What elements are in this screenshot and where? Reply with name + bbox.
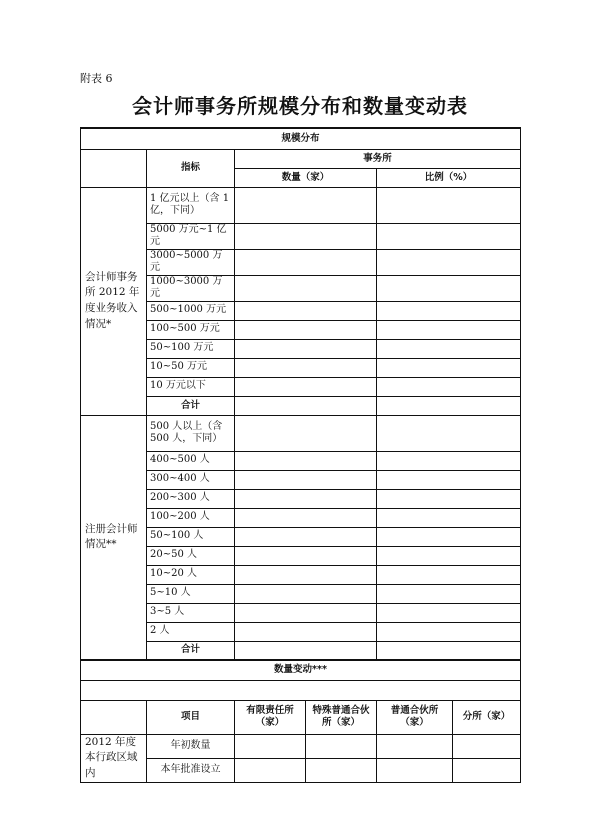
count-cell[interactable] xyxy=(235,249,377,275)
table-row xyxy=(81,187,521,223)
region-label: 2012 年度本行政区域内 xyxy=(81,734,147,782)
ratio-cell[interactable] xyxy=(377,489,521,508)
cpa_group-row-label: 2 人 xyxy=(147,622,235,641)
count-cell[interactable] xyxy=(235,451,377,470)
total-ratio-cell[interactable] xyxy=(377,396,521,415)
count-cell[interactable] xyxy=(235,358,377,377)
ratio-cell[interactable] xyxy=(377,527,521,546)
table-row xyxy=(81,358,521,377)
table-row xyxy=(81,275,521,301)
count-cell[interactable] xyxy=(235,622,377,641)
ratio-cell[interactable] xyxy=(377,249,521,275)
table-row xyxy=(81,339,521,358)
firms-header: 事务所 xyxy=(235,149,521,168)
count-cell[interactable] xyxy=(235,377,377,396)
revenue_group-row-label: 10 万元以下 xyxy=(147,377,235,396)
ratio-cell[interactable] xyxy=(377,187,521,223)
change-section-title: 数量变动*** xyxy=(81,660,521,680)
total-count-cell[interactable] xyxy=(235,641,377,660)
branch-header: 分所（家） xyxy=(453,700,521,734)
count-cell[interactable] xyxy=(235,546,377,565)
table-row xyxy=(81,415,521,451)
ratio-cell[interactable] xyxy=(377,470,521,489)
count-cell[interactable] xyxy=(235,187,377,223)
table-row xyxy=(81,584,521,603)
total-ratio-cell[interactable] xyxy=(377,641,521,660)
revenue_group-row-label: 1 亿元以上（含 1 亿，下同） xyxy=(147,187,235,223)
special-partnership-header: 特殊普通合伙所（家） xyxy=(306,700,377,734)
general-partnership-header: 普通合伙所（家） xyxy=(377,700,453,734)
count-cell[interactable] xyxy=(235,339,377,358)
count-cell[interactable] xyxy=(235,223,377,249)
revenue_group-category-label: 会计师事务所 2012 年度业务收入情况* xyxy=(81,187,147,415)
revenue_group-row-label: 500~1000 万元 xyxy=(147,301,235,320)
count-cell[interactable] xyxy=(235,603,377,622)
ratio-cell[interactable] xyxy=(377,223,521,249)
table-row xyxy=(81,301,521,320)
ratio-cell[interactable] xyxy=(377,508,521,527)
ratio-cell[interactable] xyxy=(377,603,521,622)
ratio-cell[interactable] xyxy=(377,320,521,339)
ratio-cell[interactable] xyxy=(377,622,521,641)
ratio-cell[interactable] xyxy=(377,275,521,301)
ratio-cell[interactable] xyxy=(377,546,521,565)
cpa_group-total-label: 合计 xyxy=(147,641,235,660)
count-cell[interactable] xyxy=(235,565,377,584)
cpa_group-row-label: 500 人以上（含 500 人，下同） xyxy=(147,415,235,451)
count-cell[interactable] xyxy=(235,301,377,320)
ratio-cell[interactable] xyxy=(377,565,521,584)
table-row xyxy=(81,470,521,489)
revenue_group-total-label: 合计 xyxy=(147,396,235,415)
ratio-cell[interactable] xyxy=(377,377,521,396)
revenue_group-row-label: 50~100 万元 xyxy=(147,339,235,358)
total-count-cell[interactable] xyxy=(235,396,377,415)
cpa_group-row-label: 100~200 人 xyxy=(147,508,235,527)
general-cell[interactable] xyxy=(377,734,453,758)
cpa_group-row-label: 3~5 人 xyxy=(147,603,235,622)
table-row xyxy=(81,377,521,396)
revenue_group-row-label: 100~500 万元 xyxy=(147,320,235,339)
cpa_group-row-label: 10~20 人 xyxy=(147,565,235,584)
change-row-label: 年初数量 xyxy=(147,734,235,758)
count-cell[interactable] xyxy=(235,415,377,451)
ratio-cell[interactable] xyxy=(377,358,521,377)
count-cell[interactable] xyxy=(235,508,377,527)
table-row xyxy=(81,249,521,275)
revenue_group-row-label: 5000 万元~1 亿元 xyxy=(147,223,235,249)
ratio-cell[interactable] xyxy=(377,339,521,358)
llc-header: 有限责任所（家） xyxy=(235,700,306,734)
count-cell[interactable] xyxy=(235,275,377,301)
scale-table xyxy=(80,127,521,783)
llc-cell[interactable] xyxy=(235,734,306,758)
revenue_group-row-label: 10~50 万元 xyxy=(147,358,235,377)
revenue_group-row-label: 3000~5000 万元 xyxy=(147,249,235,275)
special-cell[interactable] xyxy=(306,758,377,782)
total-row xyxy=(81,396,521,415)
scale-section-title: 规模分布 xyxy=(81,128,521,149)
spacer-row xyxy=(81,680,521,700)
cpa_group-row-label: 20~50 人 xyxy=(147,546,235,565)
item-header: 项目 xyxy=(147,700,235,734)
table-row xyxy=(81,527,521,546)
branch-cell[interactable] xyxy=(453,758,521,782)
appendix-label: 附表 6 xyxy=(80,72,113,85)
cpa_group-row-label: 400~500 人 xyxy=(147,451,235,470)
ratio-cell[interactable] xyxy=(377,584,521,603)
count-cell[interactable] xyxy=(235,489,377,508)
table-row xyxy=(81,508,521,527)
ratio-cell[interactable] xyxy=(377,415,521,451)
cpa_group-category-label: 注册会计师情况** xyxy=(81,415,147,660)
change-row xyxy=(81,734,521,758)
revenue_group-row-label: 1000~3000 万元 xyxy=(147,275,235,301)
indicator-header: 指标 xyxy=(147,149,235,187)
llc-cell[interactable] xyxy=(235,758,306,782)
total-row xyxy=(81,641,521,660)
count-cell[interactable] xyxy=(235,470,377,489)
header-blank xyxy=(81,149,147,187)
cpa_group-row-label: 5~10 人 xyxy=(147,584,235,603)
ratio-cell[interactable] xyxy=(377,451,521,470)
table-row xyxy=(81,223,521,249)
count-cell[interactable] xyxy=(235,527,377,546)
ratio-cell[interactable] xyxy=(377,301,521,320)
table-row xyxy=(81,546,521,565)
count-cell[interactable] xyxy=(235,584,377,603)
change-header-blank xyxy=(81,700,147,734)
page-title: 会计师事务所规模分布和数量变动表 xyxy=(132,94,468,118)
ratio-header: 比例（%） xyxy=(377,168,521,187)
special-cell[interactable] xyxy=(306,734,377,758)
table-row xyxy=(81,489,521,508)
cpa_group-row-label: 300~400 人 xyxy=(147,470,235,489)
general-cell[interactable] xyxy=(377,758,453,782)
table-row xyxy=(81,565,521,584)
count-cell[interactable] xyxy=(235,320,377,339)
cpa_group-row-label: 200~300 人 xyxy=(147,489,235,508)
branch-cell[interactable] xyxy=(453,734,521,758)
table-row xyxy=(81,622,521,641)
table-row xyxy=(81,320,521,339)
table-row xyxy=(81,451,521,470)
change-row-label: 本年批准设立 xyxy=(147,758,235,782)
cpa_group-row-label: 50~100 人 xyxy=(147,527,235,546)
table-row xyxy=(81,603,521,622)
change-row xyxy=(81,758,521,782)
count-header: 数量（家） xyxy=(235,168,377,187)
